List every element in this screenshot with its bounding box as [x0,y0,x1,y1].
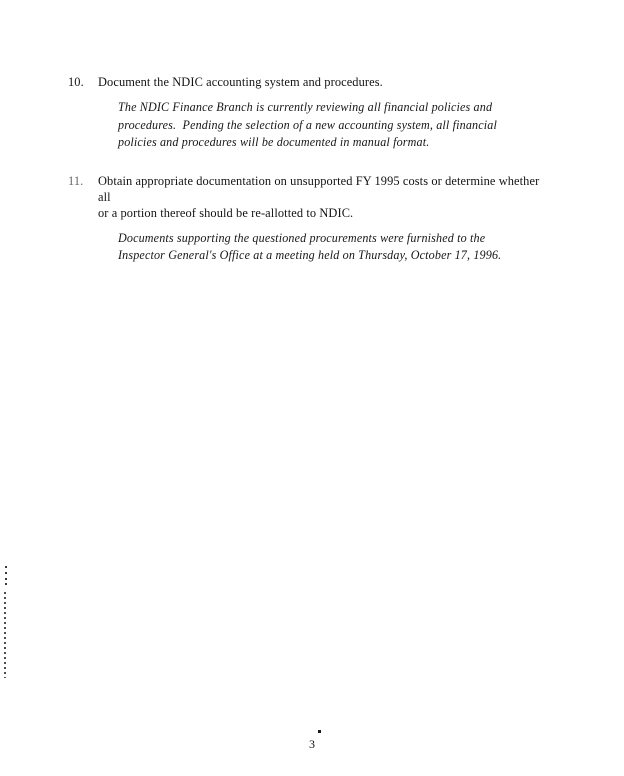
numbered-item [68,74,554,152]
item-number: 11. [68,173,84,188]
response-line: Inspector General's Office at a meeting held on Thursday, October 17, 1996. [118,248,502,262]
document-body [68,74,554,265]
page-number-text: 3 [309,737,315,751]
item-heading-line [68,74,554,90]
scan-speck [5,583,7,585]
item-heading-text: Obtain appropriate documentation on unsupported FY 1995 costs or determine whether all [98,173,543,204]
item-heading-line [68,173,554,205]
item-heading-line: or a portion thereof should be re-allotted to NDIC. [98,205,354,220]
response-line: procedures. Pending the selection of a new accounting system, all financial [118,117,497,132]
response-line: policies and procedures will be documented in manual format. [118,135,430,149]
response-line: The NDIC Finance Branch is currently reviewing all financial policies and [118,100,493,114]
item-number: 10. [68,75,84,89]
item-response [118,99,522,152]
response-line: Documents supporting the questioned procurements were furnished to the [118,230,486,245]
scan-speck [318,730,321,733]
item-response [118,230,522,265]
numbered-item [68,173,554,265]
scan-speck [5,578,7,580]
item-heading-text: Document the NDIC accounting system and procedures. [98,75,383,89]
scan-speck [5,566,7,568]
page-footer [0,735,624,753]
scan-dashed-line [4,592,6,678]
scan-speck [5,572,7,574]
page-number [309,737,315,751]
scan-edge-artifacts [0,0,14,776]
